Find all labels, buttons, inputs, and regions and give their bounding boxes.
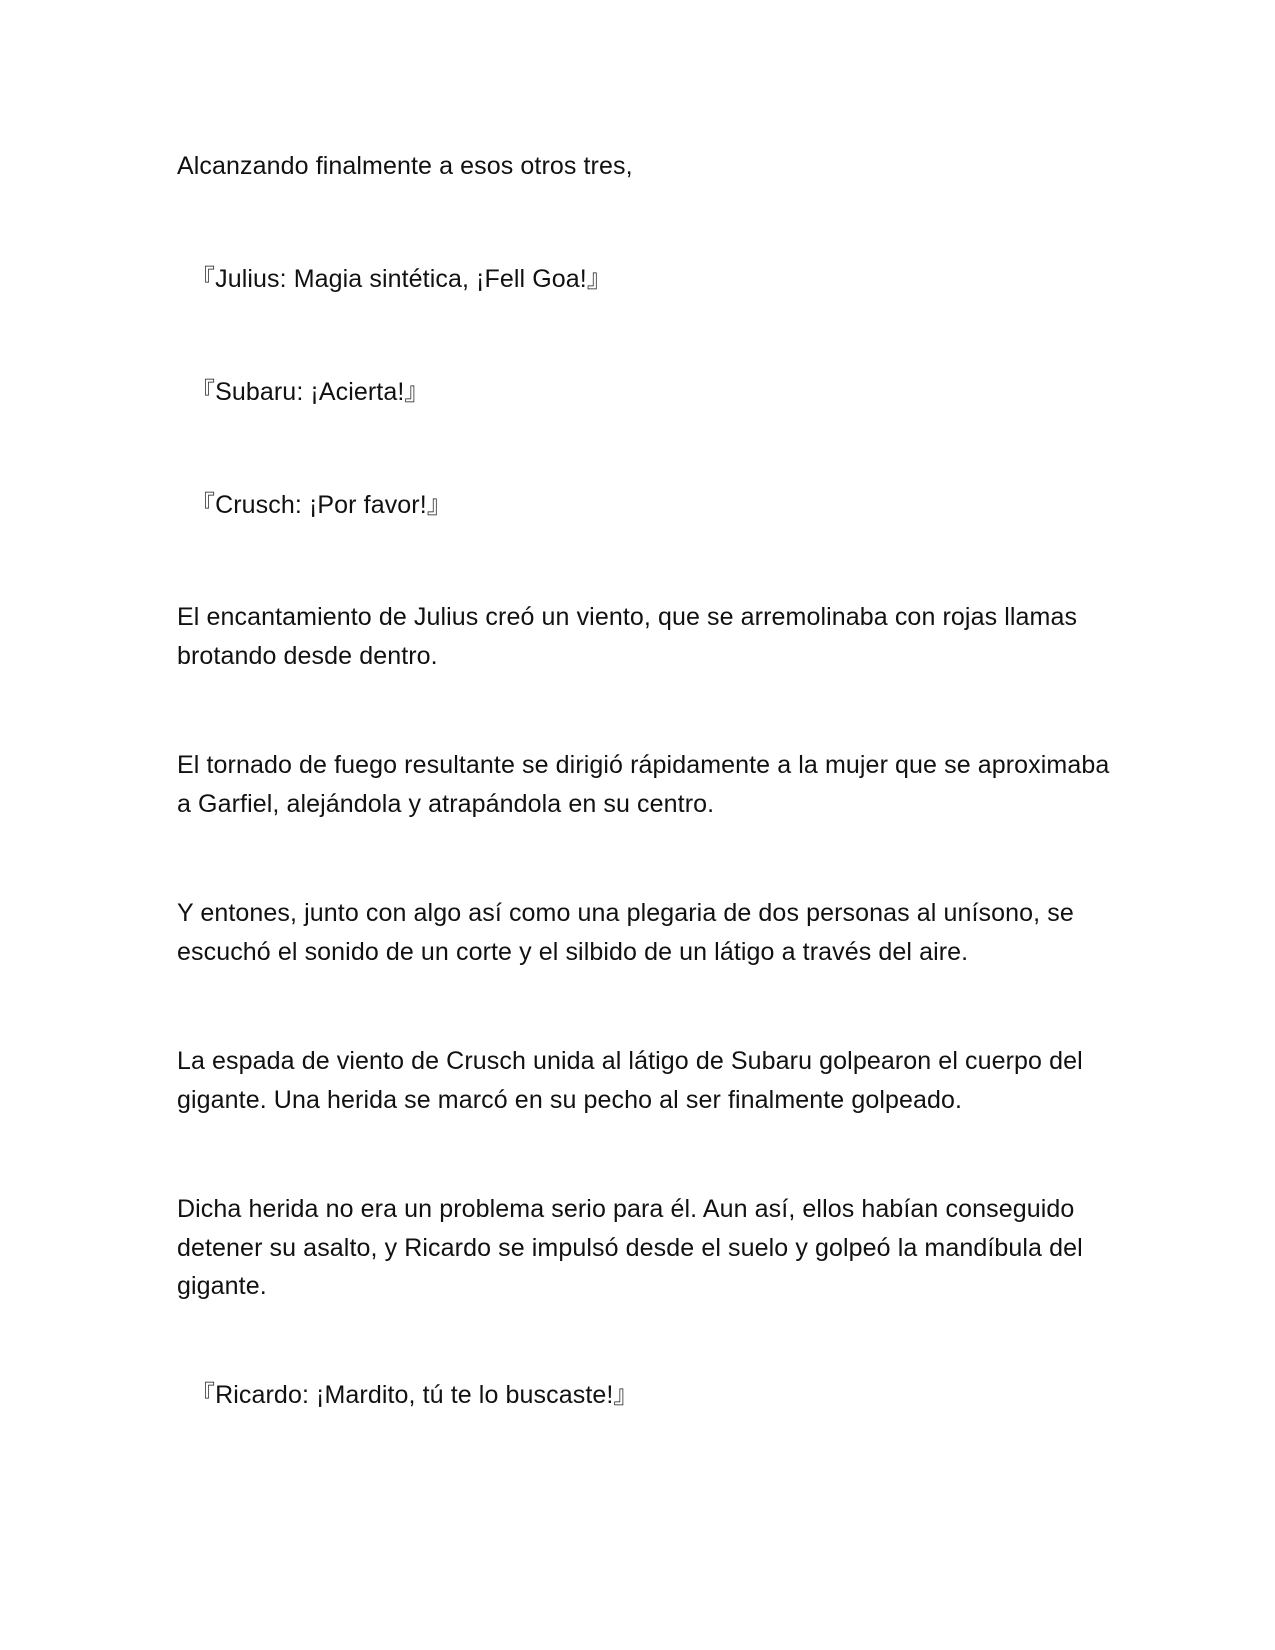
dialogue-line-julius: 『Julius: Magia sintética, ¡Fell Goa!』: [190, 265, 612, 293]
narration-paragraph: Y entones, junto con algo así como una plegaria de dos personas al unísono, se escuchó el sonido de un corte y el silbido de un látigo a través del aire.: [177, 899, 1074, 966]
narration-paragraph: Alcanzando finalmente a esos otros tres,: [177, 152, 633, 180]
narration-paragraph: La espada de viento de Crusch unida al látigo de Subaru golpearon el cuerpo del gigante. Una herida se marcó en su pecho al ser finalmente golpeado.: [177, 1047, 1083, 1114]
narration-paragraph: El tornado de fuego resultante se dirigió rápidamente a la mujer que se aproximaba a Garfiel, alejándola y atrapándola en su centro.: [177, 751, 1110, 818]
narration-paragraph: El encantamiento de Julius creó un viento, que se arremolinaba con rojas llamas brotando desde dentro.: [177, 603, 1078, 670]
dialogue-line-crusch: 『Crusch: ¡Por favor!』: [190, 491, 452, 519]
narration-paragraph: Dicha herida no era un problema serio para él. Aun así, ellos habían conseguido detener su asalto, y Ricardo se impulsó desde el suelo y golpeó la mandíbula del gigante.: [177, 1195, 1083, 1300]
dialogue-line-ricardo: 『Ricardo: ¡Mardito, tú te lo buscaste!』: [190, 1381, 639, 1409]
dialogue-line-subaru: 『Subaru: ¡Acierta!』: [190, 378, 430, 406]
